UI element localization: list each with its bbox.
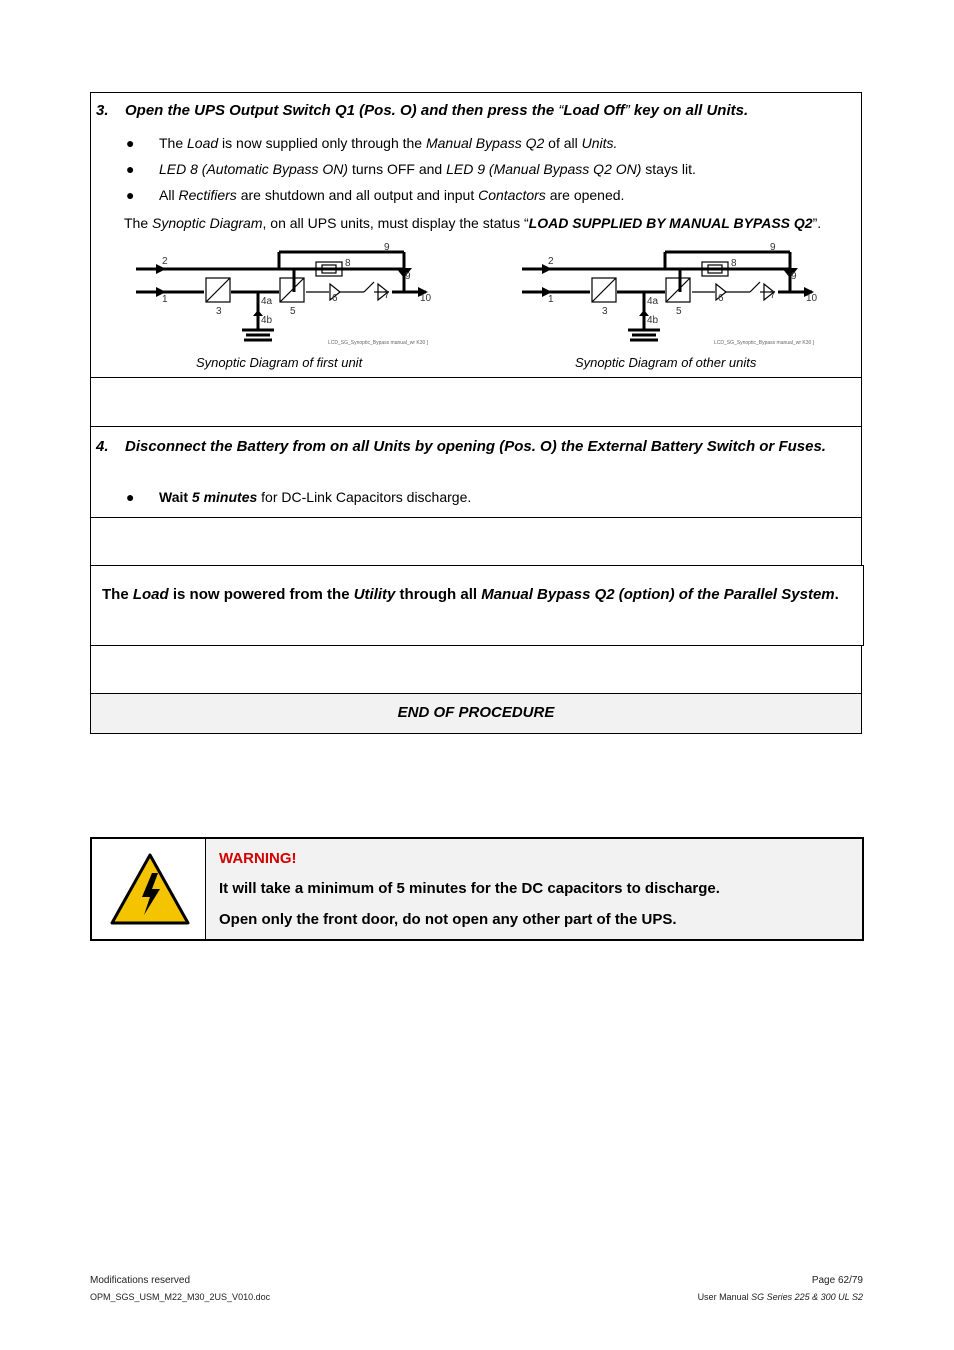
label-8: 8 xyxy=(345,258,351,269)
step3-bullet-2: ● LED 8 (Automatic Bypass ON) turns OFF and LED 9 (Manual Bypass Q2 ON) stays lit. xyxy=(126,161,696,177)
label-4b: 4b xyxy=(261,315,273,326)
step3-bullet-3: ● All Rectifiers are shutdown and all output and input Contactors are opened. xyxy=(126,187,625,203)
label-3: 3 xyxy=(216,306,222,317)
step3-bullet-1: ● The Load is now supplied only through the Manual Bypass Q2 of all Units. xyxy=(126,135,618,151)
step4-title: 4. Disconnect the Battery from on all Units by opening (Pos. O) the External Battery Switch or Fuses. xyxy=(96,438,826,455)
high-voltage-warning-icon xyxy=(108,851,192,927)
caption-first-unit: Synoptic Diagram of first unit xyxy=(196,355,363,370)
footer-left-1: Modifications reserved xyxy=(90,1275,191,1286)
label-9: 9 xyxy=(791,271,797,282)
diagram-ref-first: LCD_SG_Synoptic_Bypass manual_wr K30 ] xyxy=(328,340,429,346)
footer-page-number: Page 62/79 xyxy=(811,1275,863,1286)
end-of-procedure: END OF PROCEDURE xyxy=(397,704,555,721)
label-1: 1 xyxy=(162,294,168,305)
label-4a: 4a xyxy=(261,296,273,307)
label-5: 5 xyxy=(290,306,296,317)
synoptic-status-text: The Synoptic Diagram, on all UPS units, must display the status “LOAD SUPPLIED BY MANUAL BYPASS Q2”. xyxy=(124,215,822,231)
label-7: 7 xyxy=(384,290,390,301)
caption-other-units: Synoptic Diagram of other units xyxy=(575,355,757,370)
warning-box xyxy=(90,837,864,941)
empty-row-3 xyxy=(90,645,862,694)
empty-row-1 xyxy=(90,377,862,427)
summary-text: The Load is now powered from the Utility through all Manual Bypass Q2 (option) of the Parallel System. xyxy=(102,586,839,603)
warning-heading: WARNING! xyxy=(219,850,297,867)
label-9-top: 9 xyxy=(384,242,390,253)
warning-line-1: It will take a minimum of 5 minutes for the DC capacitors to discharge. xyxy=(219,880,720,897)
label-4b: 4b xyxy=(647,315,659,326)
diagram-ref-other: LCD_SG_Synoptic_Bypass manual_wr K30 ] xyxy=(714,340,815,346)
label-5: 5 xyxy=(676,306,682,317)
synoptic-diagram-first xyxy=(134,240,444,350)
label-2: 2 xyxy=(548,256,554,267)
label-10: 10 xyxy=(420,293,432,304)
label-9-top: 9 xyxy=(770,242,776,253)
label-4a: 4a xyxy=(647,296,659,307)
step4-bullet: ● Wait 5 minutes for DC-Link Capacitors discharge. xyxy=(126,489,472,505)
label-1: 1 xyxy=(548,294,554,305)
step3-title: 3. Open the UPS Output Switch Q1 (Pos. O) and then press the “Load Off” key on all Units. xyxy=(96,102,749,119)
empty-row-2 xyxy=(90,517,862,566)
footer-left-2: OPM_SGS_USM_M22_M30_2US_V010.doc xyxy=(90,1292,271,1302)
label-9: 9 xyxy=(405,271,411,282)
footer-right-2: User Manual SG Series 225 & 300 UL S2 xyxy=(697,1292,863,1302)
label-10: 10 xyxy=(806,293,818,304)
label-6: 6 xyxy=(332,293,338,304)
warning-icon-cell xyxy=(92,839,206,939)
label-2: 2 xyxy=(162,256,168,267)
label-7: 7 xyxy=(770,290,776,301)
warning-line-2: Open only the front door, do not open any other part of the UPS. xyxy=(219,911,677,928)
label-8: 8 xyxy=(731,258,737,269)
label-3: 3 xyxy=(602,306,608,317)
synoptic-diagram-other xyxy=(520,240,830,350)
label-6: 6 xyxy=(718,293,724,304)
summary-box xyxy=(90,565,864,646)
